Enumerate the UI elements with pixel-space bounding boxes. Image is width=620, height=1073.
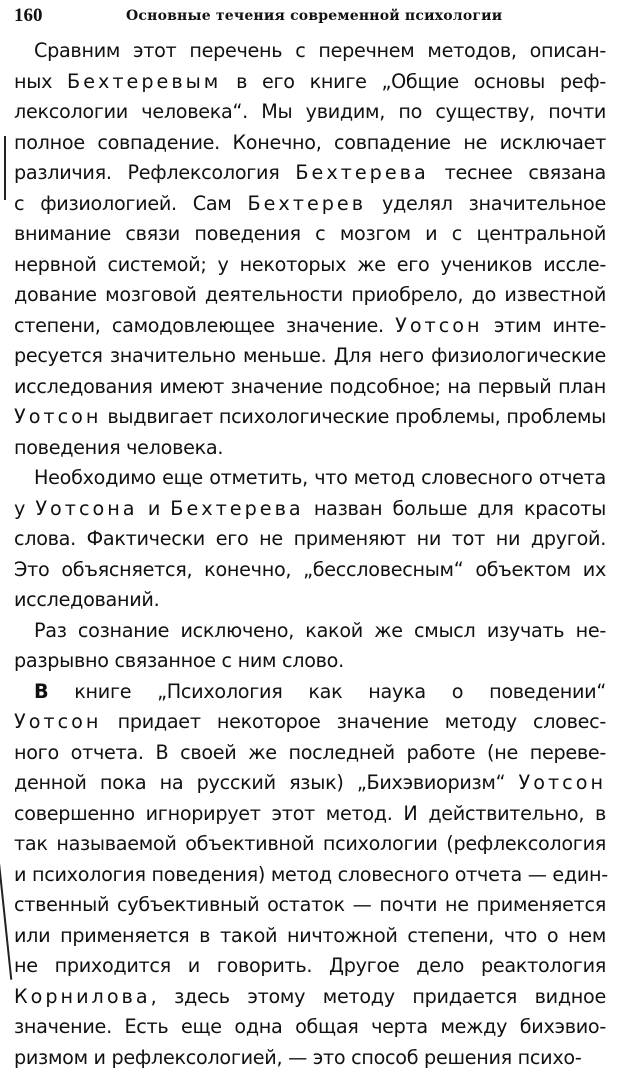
spaced-name: Корнилова — [14, 985, 151, 1008]
text-segment: лексологии человека“. Мы увидим, по существу, почти — [14, 100, 606, 123]
text-segment: ного отчета. В своей же последней работе (не переве- — [14, 741, 606, 764]
spaced-name: Уотсон — [395, 314, 482, 337]
text-line — [14, 36, 606, 67]
text-segment: в его книге „Общие основы реф- — [221, 70, 606, 93]
text-segment: нервной системой; у некоторых же его учеников иссле- — [14, 253, 606, 276]
text-segment: полное совпадение. Конечно, совпадение не исключает — [14, 131, 606, 154]
text-line — [14, 829, 606, 860]
text-line — [14, 799, 606, 830]
text-segment: Это объясняется, конечно, „бессловесным“ объектом их — [14, 558, 606, 581]
text-segment: с физиологией. Сам — [14, 192, 247, 215]
text-line — [14, 951, 606, 982]
text-segment: внимание связи поведения с мозгом и с центральной — [14, 222, 606, 245]
text-segment: разрывно связанное с ним слово. — [14, 649, 344, 672]
text-segment: Необходимо еще отметить, что метод словесного отчета — [34, 466, 606, 489]
text-line — [14, 524, 606, 555]
spaced-name: Уотсон — [519, 771, 606, 794]
spaced-name: Бехтеревым — [67, 70, 221, 93]
page-number: 160 — [14, 4, 43, 28]
text-segment: не приходится и говорить. Другое дело реактология — [14, 954, 606, 977]
text-segment: придает некоторое значение методу словес- — [101, 710, 606, 733]
text-segment: и — [138, 497, 171, 520]
text-line — [14, 158, 606, 189]
text-line — [14, 280, 606, 311]
text-line — [14, 646, 606, 677]
text-segment: , здесь этому методу придается видное — [151, 985, 606, 1008]
text-line — [14, 1012, 606, 1043]
spaced-name: Уотсон — [14, 405, 101, 428]
text-line — [14, 463, 606, 494]
text-segment: этим инте- — [483, 314, 606, 337]
text-line — [14, 1043, 606, 1073]
margin-pencil-mark-top — [4, 136, 6, 200]
text-segment: ных — [14, 70, 67, 93]
text-segment: книге „Психология как наука о поведении“ — [48, 680, 606, 703]
text-line — [14, 555, 606, 586]
text-line — [14, 738, 606, 769]
spaced-name: Бехтерева — [295, 161, 428, 184]
text-segment: так называемой объективной психологии (рефлексология — [14, 832, 606, 855]
text-line — [14, 189, 606, 220]
text-segment: поведения человека. — [14, 436, 223, 459]
text-segment: назван больше для красоты — [304, 497, 606, 520]
text-line — [14, 250, 606, 281]
text-segment: выдвигает психологические проблемы, проблемы — [101, 405, 606, 428]
text-line — [14, 67, 606, 98]
text-line — [14, 921, 606, 952]
text-segment: денной пока на русский язык) „Бихэвиоризм“ — [14, 771, 519, 794]
text-segment: ресуется значительно меньше. Для него физиологические — [14, 344, 606, 367]
text-segment: дование мозговой деятельности приобрело, до известной — [14, 283, 606, 306]
spaced-name: Бехтерева — [170, 497, 303, 520]
margin-pencil-mark-bottom — [0, 860, 12, 980]
text-line — [14, 341, 606, 372]
text-line — [14, 890, 606, 921]
text-segment: ризмом и рефлексологией, — это способ решения психо- — [14, 1046, 581, 1069]
text-line — [14, 860, 606, 891]
paragraph — [14, 616, 606, 677]
body-text — [14, 36, 606, 1073]
spaced-name: Уотсон — [14, 710, 101, 733]
running-title: Основные течения современной психологии — [126, 6, 502, 26]
text-line — [14, 219, 606, 250]
text-segment: Раз сознание исключено, какой же смысл изучать не- — [34, 619, 606, 642]
spaced-name: Бехтерев — [247, 192, 366, 215]
spaced-name: Уотсона — [35, 497, 137, 520]
text-segment: и психология поведения) метод словесного отчета — един- — [14, 863, 608, 886]
paragraph — [14, 36, 606, 463]
text-line — [14, 311, 606, 342]
text-segment: ственный субъективный остаток — почти не применяется — [14, 893, 606, 916]
text-segment: у — [14, 497, 35, 520]
text-line — [14, 768, 606, 799]
text-line — [14, 982, 606, 1013]
text-segment: Сравним этот перечень с перечнем методов, описан- — [34, 39, 606, 62]
text-segment: теснее связана — [429, 161, 606, 184]
text-segment: исследований. — [14, 588, 159, 611]
text-line — [14, 97, 606, 128]
page-header — [14, 4, 606, 32]
text-segment: степени, самодовлеющее значение. — [14, 314, 395, 337]
text-segment: значение. Есть еще одна общая черта между бихэвио- — [14, 1015, 606, 1038]
text-line — [14, 677, 606, 708]
text-line — [14, 616, 606, 647]
text-line — [14, 402, 606, 433]
text-line — [14, 585, 606, 616]
text-segment: или применяется в такой ничтожной степени, что о нем — [14, 924, 606, 947]
text-segment: исследования имеют значение подсобное; на первый план — [14, 375, 606, 398]
text-segment: различия. Рефлексология — [14, 161, 295, 184]
bold-text: В — [34, 680, 48, 703]
text-line — [14, 494, 606, 525]
paragraph — [14, 463, 606, 616]
text-line — [14, 128, 606, 159]
text-line — [14, 707, 606, 738]
text-segment: слова. Фактически его не применяют ни тот ни другой. — [14, 527, 606, 550]
text-segment: уделял значительное — [366, 192, 606, 215]
text-segment: совершенно игнорирует этот метод. И действительно, в — [14, 802, 606, 825]
text-line — [14, 372, 606, 403]
text-line — [14, 433, 606, 464]
paragraph — [14, 677, 606, 1073]
